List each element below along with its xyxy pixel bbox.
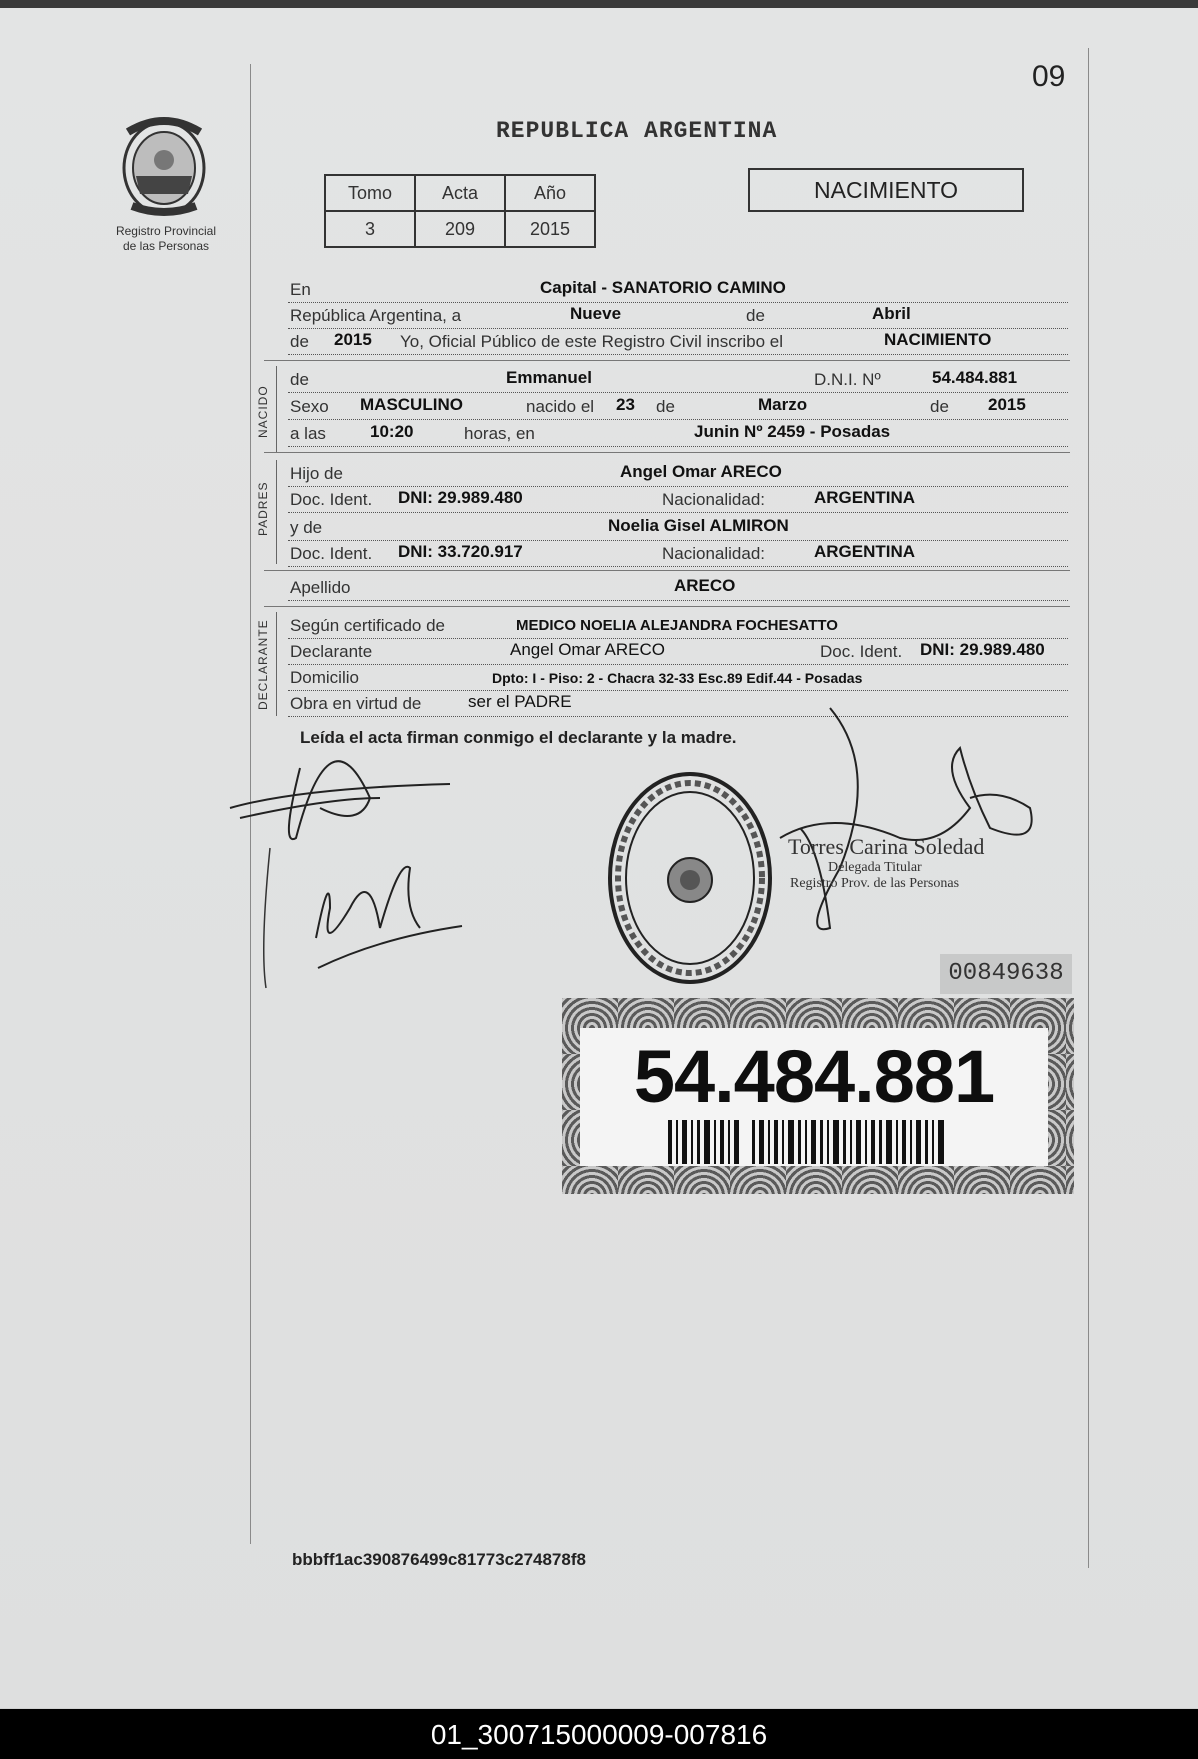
label-decl-doc: Doc. Ident. <box>820 642 903 661</box>
value-cert: MEDICO NOELIA ALEJANDRA FOCHESATTO <box>516 617 838 634</box>
registry-table <box>324 174 596 248</box>
value-padre-nac: ARGENTINA <box>814 488 916 507</box>
label-nacido-de: de <box>290 370 309 389</box>
nacido-side-rule <box>276 366 277 452</box>
misiones-emblem-icon <box>118 114 210 218</box>
registry-header-anio: Año <box>505 175 595 211</box>
value-domicilio: Dpto: I - Piso: 2 - Chacra 32-33 Esc.89 Edif.44 - Posadas <box>492 670 863 686</box>
row-sexo <box>288 393 1068 420</box>
label-y-de: y de <box>290 518 323 537</box>
value-month-word: Abril <box>872 304 911 323</box>
value-madre-doc: DNI: 33.720.917 <box>398 542 523 561</box>
registry-value-anio: 2015 <box>505 211 595 247</box>
label-decl: Declarante <box>290 642 373 661</box>
label-country: República Argentina, a <box>290 306 462 325</box>
separator-3 <box>264 570 1070 571</box>
officer-name: Torres Carina Soledad <box>788 834 985 859</box>
serial-number: 00849638 <box>940 954 1072 994</box>
row-cert <box>288 612 1068 639</box>
section-label-nacido: NACIDO <box>256 385 270 438</box>
value-decl: Angel Omar ARECO <box>510 640 665 659</box>
value-hora: 10:20 <box>370 422 414 441</box>
officer-org: Registro Prov. de las Personas <box>790 876 960 891</box>
row-madre <box>288 514 1068 541</box>
value-year: 2015 <box>334 330 372 349</box>
value-padre: Angel Omar ARECO <box>620 462 782 481</box>
value-obra: ser el PADRE <box>468 692 572 711</box>
value-dni: 54.484.881 <box>932 368 1018 387</box>
row-place <box>288 276 1068 303</box>
separator-1 <box>264 360 1070 361</box>
separator-4 <box>264 606 1070 607</box>
section-label-declarante: DECLARANTE <box>256 619 270 710</box>
registry-value-tomo: 3 <box>325 211 415 247</box>
label-sexo: Sexo <box>290 397 329 416</box>
row-date <box>288 302 1068 329</box>
label-madre-doc: Doc. Ident. <box>290 544 373 563</box>
barcode-label <box>562 998 1074 1194</box>
official-seal-icon <box>604 768 776 988</box>
row-decl <box>288 638 1068 665</box>
row-domicilio <box>288 664 1068 691</box>
label-dni: D.N.I. Nº <box>814 370 881 389</box>
label-officer-text: Yo, Oficial Público de este Registro Civil inscribo el <box>400 332 783 351</box>
document-page <box>0 8 1198 1708</box>
row-padre <box>288 460 1068 487</box>
page-number: 09 <box>1032 60 1066 93</box>
row-name <box>288 366 1068 393</box>
value-decl-doc: DNI: 29.989.480 <box>920 640 1045 659</box>
barcode-number: 54.484.881 <box>633 1035 995 1118</box>
label-apellido: Apellido <box>290 578 351 597</box>
barcode-inner <box>580 1028 1048 1166</box>
registry-value-acta: 209 <box>415 211 505 247</box>
scan-footer <box>0 1709 1198 1759</box>
label-de-mes: de <box>930 397 949 416</box>
value-kind: NACIMIENTO <box>884 330 992 349</box>
label-horas-en: horas, en <box>464 424 535 443</box>
label-padre-nac: Nacionalidad: <box>662 490 766 509</box>
value-name: Emmanuel <box>506 368 592 387</box>
padres-side-rule <box>276 460 277 564</box>
emblem-caption <box>96 224 236 254</box>
row-obra <box>288 690 1068 717</box>
row-padre-doc <box>288 486 1068 513</box>
row-madre-doc <box>288 540 1068 567</box>
officer-signature-block <box>788 834 984 892</box>
registry-header-row <box>325 175 595 211</box>
label-domicilio: Domicilio <box>290 668 359 687</box>
label-obra: Obra en virtud de <box>290 694 422 713</box>
label-en: En <box>290 280 311 299</box>
value-sexo: MASCULINO <box>360 395 463 414</box>
label-cert: Según certificado de <box>290 616 445 635</box>
top-border <box>0 0 1198 8</box>
section-label-padres: PADRES <box>256 481 270 536</box>
emblem-caption-line-2: de las Personas <box>122 239 210 253</box>
closing-statement: Leída el acta firman conmigo el declarante y la madre. <box>300 728 737 747</box>
value-anio: 2015 <box>988 395 1026 414</box>
value-place: Capital - SANATORIO CAMINO <box>540 278 786 297</box>
handwritten-signatures <box>0 8 1198 1708</box>
value-lugar: Junin Nº 2459 - Posadas <box>694 422 891 441</box>
registry-header-acta: Acta <box>415 175 505 211</box>
right-margin-rule <box>1088 48 1089 1568</box>
left-margin-rule <box>250 64 251 1544</box>
value-mes: Marzo <box>758 395 808 414</box>
row-officer <box>288 328 1068 355</box>
row-apellido <box>288 574 1068 601</box>
barcode-icon <box>668 1120 968 1164</box>
label-de-year: de <box>290 332 309 351</box>
label-padre-doc: Doc. Ident. <box>290 490 373 509</box>
registry-value-row <box>325 211 595 247</box>
value-dia: 23 <box>616 395 635 414</box>
value-madre-nac: ARGENTINA <box>814 542 916 561</box>
registry-header-tomo: Tomo <box>325 175 415 211</box>
label-hijo-de: Hijo de <box>290 464 343 483</box>
emblem-caption-line-1: Registro Provincial <box>115 224 217 238</box>
declarante-side-rule <box>276 612 277 716</box>
separator-2 <box>264 452 1070 453</box>
scan-id: 01_300715000009-007816 <box>430 1719 768 1750</box>
row-hora <box>288 420 1068 447</box>
value-apellido: ARECO <box>674 576 736 595</box>
label-madre-nac: Nacionalidad: <box>662 544 766 563</box>
document-hash: bbbff1ac390876499c81773c274878f8 <box>292 1550 586 1569</box>
value-day-word: Nueve <box>570 304 622 323</box>
officer-title: Delegada Titular <box>828 860 922 875</box>
value-padre-doc: DNI: 29.989.480 <box>398 488 523 507</box>
label-de-dia: de <box>656 397 675 416</box>
label-de: de <box>746 306 765 325</box>
country-title: REPUBLICA ARGENTINA <box>496 118 778 144</box>
value-madre: Noelia Gisel ALMIRON <box>608 516 789 535</box>
label-nacido-el: nacido el <box>526 397 595 416</box>
label-alas: a las <box>290 424 326 443</box>
act-type-box: NACIMIENTO <box>748 168 1024 212</box>
